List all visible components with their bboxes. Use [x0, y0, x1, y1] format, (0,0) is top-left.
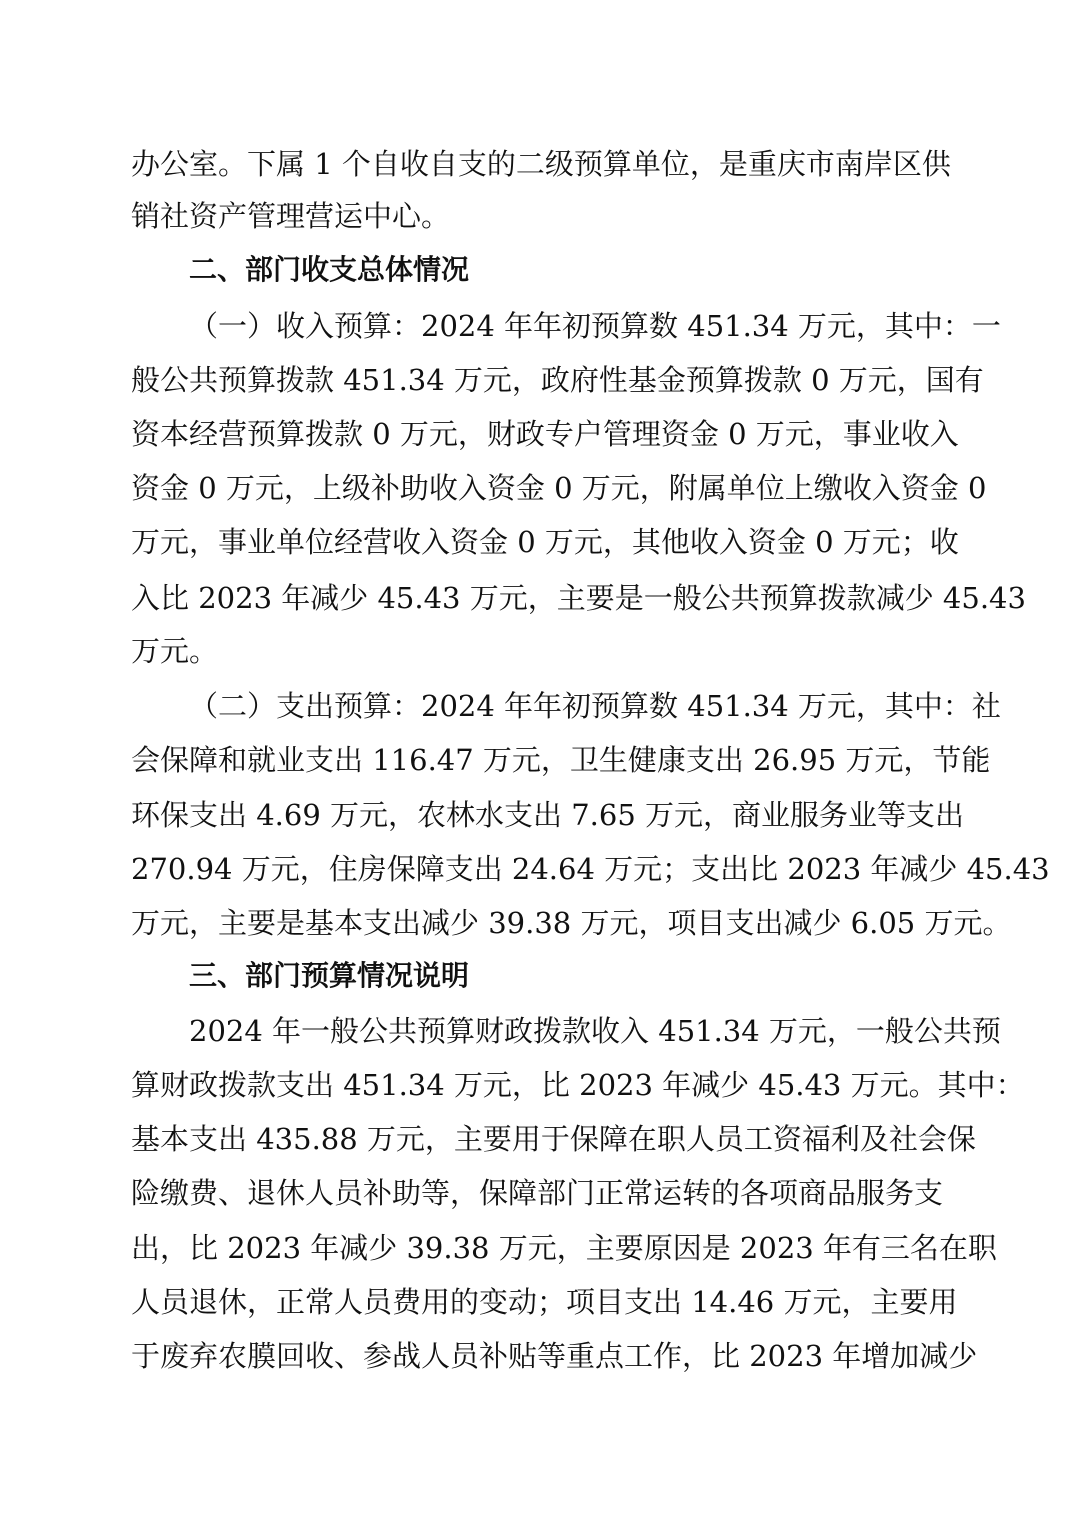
section-heading: 三、部门预算情况说明: [189, 959, 470, 992]
body-text-line: 2024 年一般公共预算财政拨款收入 451.34 万元，一般公共预: [189, 1014, 1001, 1048]
body-text-line: 于废弃农膜回收、参战人员补贴等重点工作，比 2023 年增加减少: [131, 1339, 978, 1373]
section-heading: 二、部门收支总体情况: [189, 253, 470, 286]
body-text-line: （一）收入预算：2024 年年初预算数 451.34 万元，其中：一: [189, 309, 1001, 343]
body-text-line: 销社资产管理营运中心。: [131, 199, 451, 233]
body-text-line: 资金 0 万元，上级补助收入资金 0 万元，附属单位上缴收入资金 0: [131, 471, 987, 505]
body-text-line: 算财政拨款支出 451.34 万元，比 2023 年减少 45.43 万元。其中：: [131, 1068, 1025, 1102]
body-text-line: 入比 2023 年减少 45.43 万元，主要是一般公共预算拨款减少 45.43: [131, 581, 1026, 615]
body-text-line: 资本经营预算拨款 0 万元，财政专户管理资金 0 万元，事业收入: [131, 417, 959, 451]
body-text-line: 会保障和就业支出 116.47 万元，卫生健康支出 26.95 万元，节能: [131, 743, 991, 777]
body-text-line: （二）支出预算：2024 年年初预算数 451.34 万元，其中：社: [189, 689, 1001, 723]
body-text-line: 人员退休，正常人员费用的变动；项目支出 14.46 万元，主要用: [131, 1285, 958, 1319]
body-text-line: 万元，事业单位经营收入资金 0 万元，其他收入资金 0 万元；收: [131, 525, 959, 559]
body-text-line: 出，比 2023 年减少 39.38 万元，主要原因是 2023 年有三名在职: [131, 1231, 997, 1265]
body-text-line: 险缴费、退休人员补助等，保障部门正常运转的各项商品服务支: [131, 1176, 944, 1210]
body-text-line: 万元，主要是基本支出减少 39.38 万元，项目支出减少 6.05 万元。: [131, 906, 1012, 940]
body-text-line: 般公共预算拨款 451.34 万元，政府性基金预算拨款 0 万元，国有: [131, 363, 984, 397]
body-text-line: 基本支出 435.88 万元，主要用于保障在职人员工资福利及社会保: [131, 1122, 976, 1156]
body-text-line: 270.94 万元，住房保障支出 24.64 万元；支出比 2023 年减少 45.43: [131, 852, 1050, 886]
body-text-line: 办公室。下属 1 个自收自支的二级预算单位，是重庆市南岸区供: [131, 147, 951, 181]
body-text-line: 万元。: [131, 634, 219, 668]
body-text-line: 环保支出 4.69 万元，农林水支出 7.65 万元，商业服务业等支出: [131, 798, 965, 832]
